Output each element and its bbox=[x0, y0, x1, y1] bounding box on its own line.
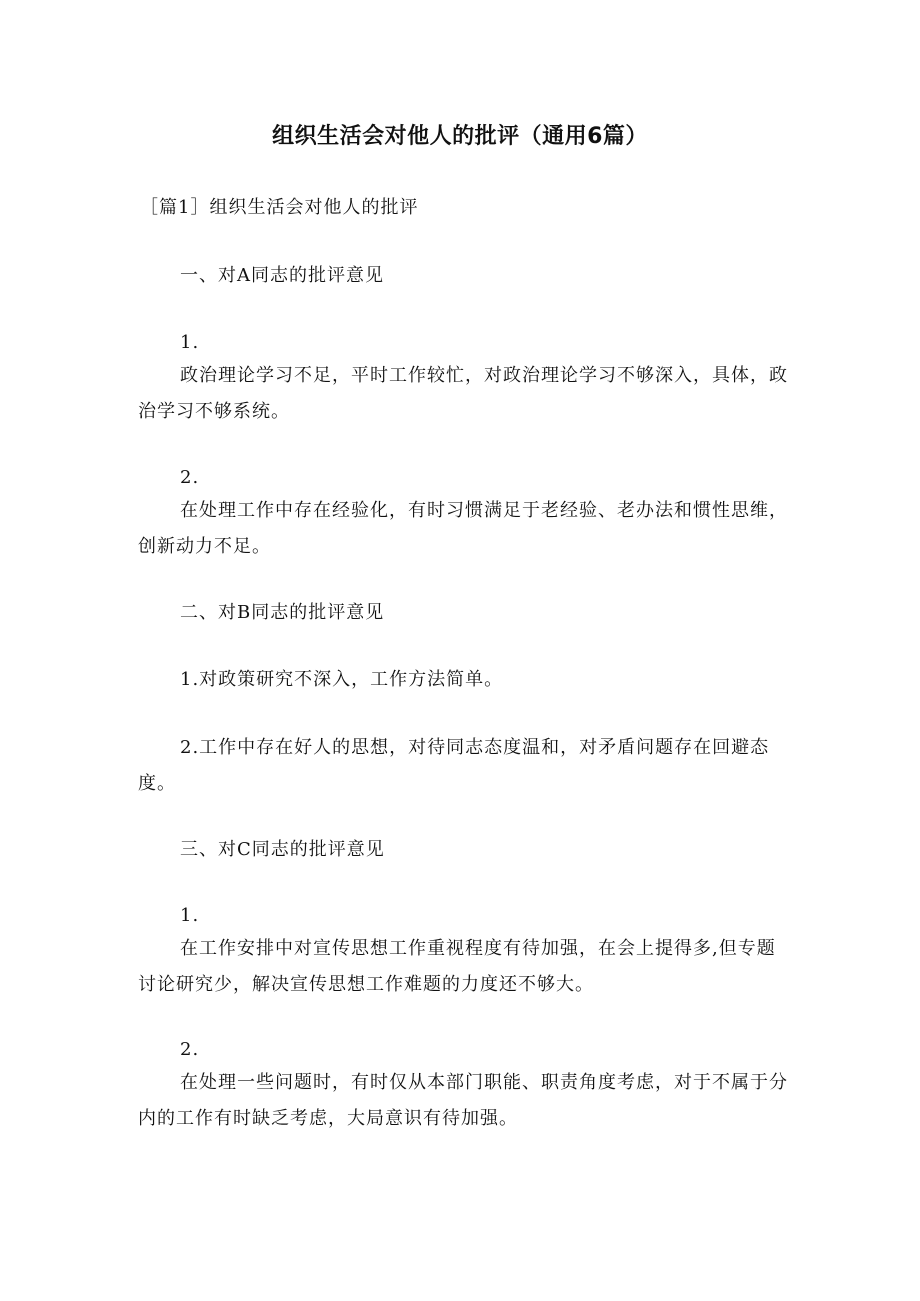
item-number: 1. bbox=[180, 332, 200, 353]
section-heading-b: 二、对B同志的批评意见 bbox=[180, 602, 385, 623]
item-number: 2. bbox=[180, 467, 200, 488]
item-text: 在工作安排中对宣传思想工作重视程度有待加强，在会上提得多,但专题讨论研究少，解决宣传思想工作难题的力度还不够大。 bbox=[138, 938, 776, 995]
section-heading-a: 一、对A同志的批评意见 bbox=[180, 265, 384, 286]
item-number: 2. bbox=[180, 1039, 200, 1060]
section-heading-c: 三、对C同志的批评意见 bbox=[180, 839, 385, 860]
document-title: 组织生活会对他人的批评（通用6篇） bbox=[272, 124, 648, 149]
item-text: 2.工作中存在好人的思想，对待同志态度温和，对矛盾问题存在回避态度。 bbox=[138, 737, 770, 794]
item-text: 政治理论学习不足，平时工作较忙，对政治理论学习不够深入，具体，政治学习不够系统。 bbox=[138, 365, 788, 422]
item-text: 在处理工作中存在经验化，有时习惯满足于老经验、老办法和惯性思维，创新动力不足。 bbox=[138, 500, 788, 557]
item-number: 1. bbox=[180, 905, 200, 926]
item-text: 1.对政策研究不深入，工作方法简单。 bbox=[180, 669, 504, 690]
item-text: 在处理一些问题时，有时仅从本部门职能、职责角度考虑，对于不属于分内的工作有时缺乏考虑，大局意识有待加强。 bbox=[138, 1072, 788, 1129]
chapter-heading: ［篇1］组织生活会对他人的批评 bbox=[140, 197, 419, 218]
